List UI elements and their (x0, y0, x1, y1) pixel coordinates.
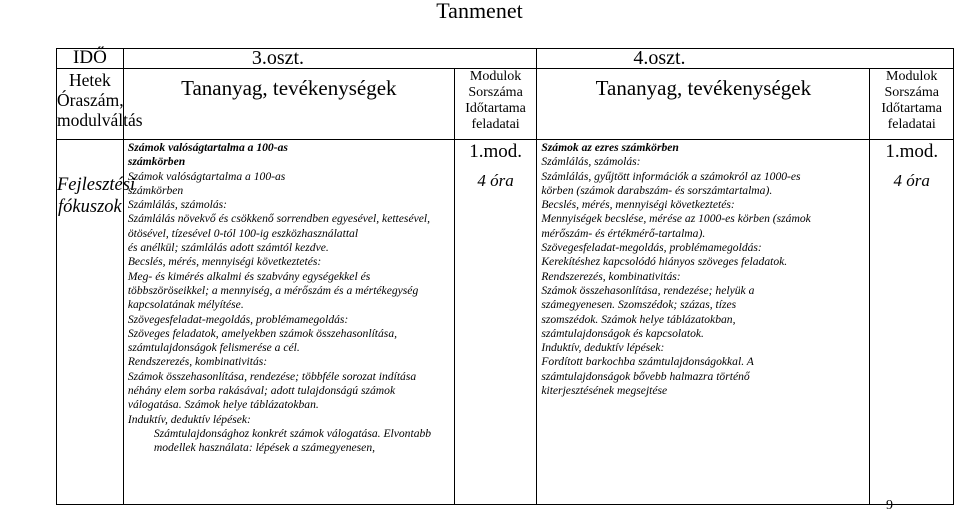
grade3-header: 3.oszt. (123, 49, 537, 69)
grade3-text-line: többszöröseikkel; a mennyiség, a mérőszám és a mértékegység (127, 283, 419, 297)
tananyag-header-grade3: Tananyag, tevékenységek (123, 69, 454, 140)
grade4-text-line: számegyenesen. Szomszédok; százas, tízes (541, 298, 737, 312)
grade4-module-number: 1.mod. (885, 141, 939, 162)
modulok-header-grade3: Modulok Sorszáma Időtartama feladatai (454, 69, 536, 140)
header-row-time (57, 49, 954, 69)
grade3-text-line: Becslés, mérés, mennyiségi következtetés: (127, 255, 322, 269)
grade3-text-line: Számok valóságtartalma a 100-as (127, 169, 286, 183)
grade3-text-line: számkörben (127, 155, 186, 169)
modulok-header-grade4: Modulok Sorszáma Időtartama feladatai (870, 69, 954, 140)
grade3-text-line: Meg- és kimérés alkalmi és szabvány egységekkel és (127, 269, 371, 283)
grade4-text-line: számtulajdonságok és kapcsolatok. (541, 326, 704, 340)
grade3-text-line: néhány elem sorba rakásával; adott tulajdonságú számok (127, 384, 396, 398)
grade3-text-line: Szövegesfeladat-megoldás, problémamegoldás: (127, 312, 349, 326)
fejlesztesi-fokuszok: Fejlesztési fókuszok (57, 140, 124, 505)
grade4-content (537, 140, 870, 505)
grade4-module-cell (870, 140, 954, 505)
grade3-content (123, 140, 454, 505)
header-row-columns (57, 69, 954, 140)
grade4-text-line: Számlálás, gyűjtött információk a számokról az 1000-es (541, 169, 801, 183)
grade3-text-line: Számtulajdonsághoz konkrét számok válogatása. Elvontabb (153, 426, 432, 440)
grade3-text-line: Számok valóságtartalma a 100-as (127, 141, 288, 154)
grade3-module-hours: 4 óra (477, 171, 514, 190)
grade4-header: 4.oszt. (537, 49, 954, 69)
grade4-text-line: Számok az ezres számkörben (541, 141, 679, 154)
grade4-lines (541, 141, 865, 398)
grade3-text-line: és anélkül; számlálás adott számtól kezdve. (127, 241, 329, 255)
grade4-text-line: Becslés, mérés, mennyiségi következtetés: (541, 198, 735, 212)
grade3-text-line: válogatása. Számok helye táblázatokban. (127, 398, 319, 412)
grade4-text-line: Számok összehasonlítása, rendezése; helyük a (541, 283, 755, 297)
lesson-plan-table (56, 48, 954, 505)
ido-header: IDŐ (57, 49, 124, 69)
grade3-text-line: Szöveges feladatok, amelyekben számok összehasonlítása, (127, 326, 398, 340)
grade3-text-line: Rendszerezés, kombinativitás: (127, 355, 268, 369)
grade4-text-line: kiterjesztésének megsejtése (541, 384, 668, 398)
grade4-text-line: Szövegesfeladat-megoldás, problémamegoldás: (541, 241, 762, 255)
tananyag-header-grade4: Tananyag, tevékenységek (537, 69, 870, 140)
grade4-text-line: Mennyiségek becslése, mérése az 1000-es körben (számok (541, 212, 811, 226)
grade4-text-line: Kerekítéshez kapcsolódó hiányos szöveges feladatok. (541, 255, 788, 269)
content-row (57, 140, 954, 505)
grade4-text-line: Számlálás, számolás: (541, 155, 641, 169)
grade4-text-line: Induktív, deduktív lépések: (541, 341, 665, 355)
grade4-text-line: Rendszerezés, kombinativitás: (541, 269, 681, 283)
document-title: Tanmenet (436, 0, 523, 23)
grade3-module-cell (454, 140, 536, 505)
grade3-text-line: Induktív, deduktív lépések: (127, 412, 251, 426)
grade4-module-hours: 4 óra (893, 171, 930, 190)
grade3-text-line: kapcsolatának mélyítése. (127, 298, 244, 312)
grade4-text-line: körben (számok darabszám- és sorszámtartalma). (541, 183, 773, 197)
grade3-lines (128, 141, 450, 456)
page-number: 9 (886, 498, 893, 513)
grade4-text-line: számtulajdonságok bővebb halmazra történő (541, 369, 750, 383)
grade3-module-number: 1.mod. (469, 141, 522, 162)
grade3-text-line: számtulajdonságok felismerése a cél. (127, 341, 300, 355)
grade3-text-line: Számlálás, számolás: (127, 198, 228, 212)
hetek-header: Hetek Óraszám, modulváltás (57, 69, 124, 140)
grade3-text-line: ötösével, tízesével 0-tól 100-ig eszközhasználattal (127, 226, 359, 240)
grade3-text-line: számkörben (127, 183, 184, 197)
grade3-text-line: Számlálás növekvő és csökkenő sorrendben egyesével, kettesével, (127, 212, 430, 226)
grade3-text-line: modellek használata: lépések a számegyenesen, (153, 441, 376, 455)
grade4-text-line: Fordított barkochba számtulajdonságokkal. A (541, 355, 754, 369)
grade4-text-line: mérőszám- és értékmérő-tartalma). (541, 226, 706, 240)
grade3-text-line: Számok összehasonlítása, rendezése; többféle sorozat indítása (127, 369, 417, 383)
grade4-text-line: szomszédok. Számok helye táblázatokban, (541, 312, 736, 326)
